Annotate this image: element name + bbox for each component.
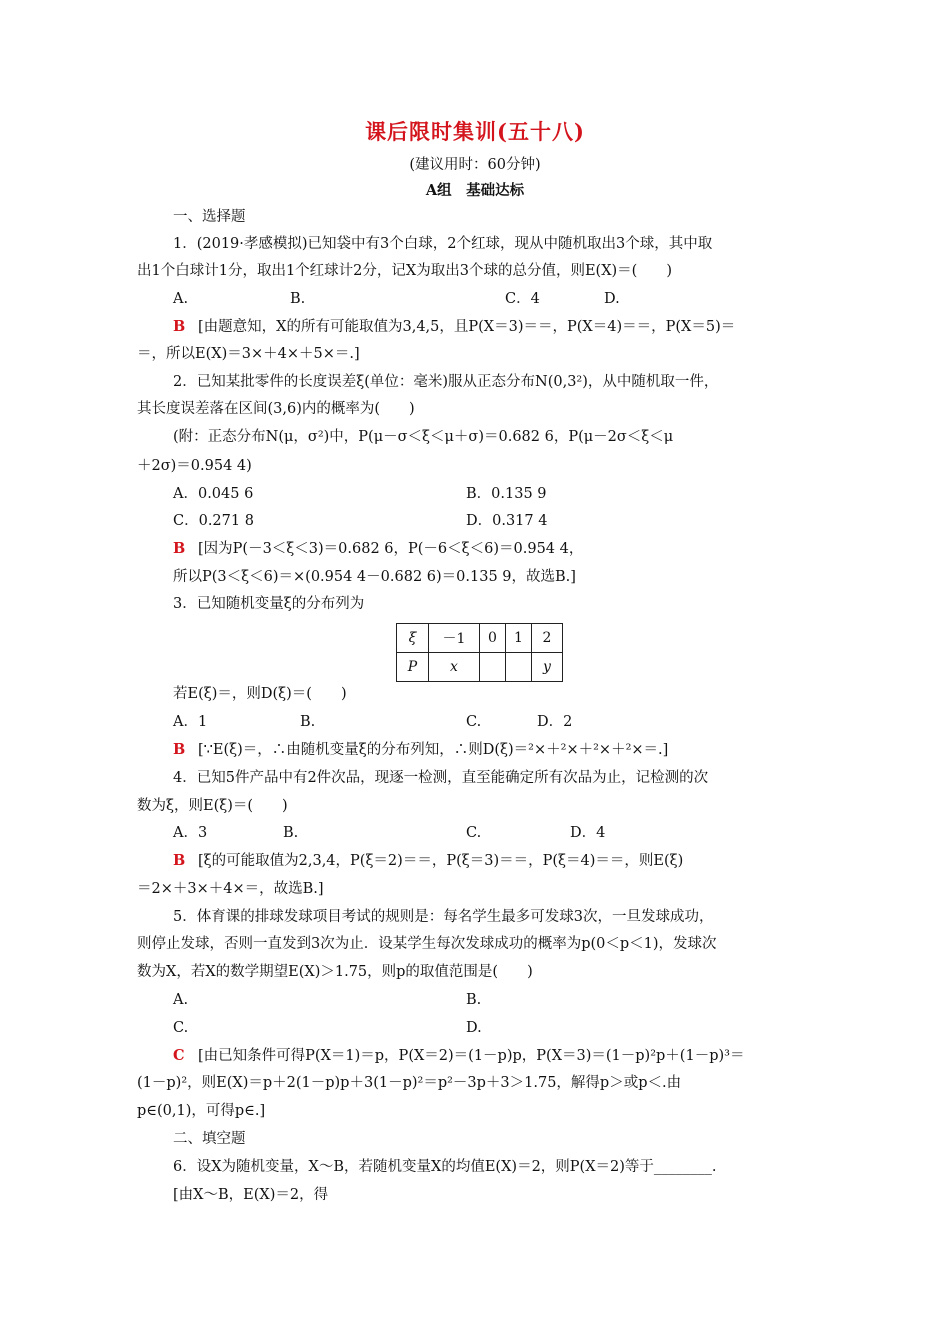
q5-line1: 5．体育课的排球发球项目考试的规则是：每名学生最多可发球3次，一旦发球成功， [173,909,714,925]
q3-answer-letter: B [173,741,186,758]
q5-answer-line3: p∈(0,1)，可得p∈.] [137,1103,266,1119]
q2-answer-line2: 所以P(3＜ξ＜6)＝×(0.954 4－0.682 6)＝0.135 9，故选B.] [173,569,576,585]
table-cell: 2 [532,624,563,653]
table-cell: －1 [429,624,480,653]
q2-option-a: A．0.045 6 [173,486,254,502]
table-row [397,653,563,682]
table-cell: 0 [480,624,506,653]
distribution-table [396,623,563,682]
q2-answer-line1: [因为P(－3＜ξ＜3)＝0.682 6，P(－6＜ξ＜6)＝0.954 4， [198,541,584,557]
q6-line1: 6．设X为随机变量，X～B，若随机变量X的均值E(X)＝2，则P(X＝2)等于________. [173,1159,717,1175]
q1-line2: 出1个白球计1分，取出1个红球计2分，记X为取出3个球的总分值，则E(X)＝( ) [137,263,672,279]
q3-option-a: A．1 [173,714,208,730]
q1-option-c: C．4 [505,291,540,307]
table-row [397,624,563,653]
q4-option-b: B. [283,825,299,841]
table-cell: x [429,653,480,682]
table-cell [506,653,532,682]
q5-answer-line2: (1－p)²，则E(X)＝p＋2(1－p)p＋3(1－p)²＝p²－3p＋3＞1.75，解得p＞或p＜.由 [137,1075,682,1091]
q2-option-b: B．0.135 9 [466,486,547,502]
table-cell [480,653,506,682]
q4-answer-letter: B [173,852,186,869]
q1-option-d: D. [604,291,620,307]
q4-line2: 数为ξ，则E(ξ)＝( ) [137,798,288,814]
q5-line2: 则停止发球，否则一直发到3次为止．设某学生每次发球成功的概率为p(0＜p＜1)，发球次 [137,936,717,952]
section-choice: 一、选择题 [173,209,246,225]
q1-answer-line1: [由题意知，X的所有可能取值为3,4,5，且P(X＝3)＝＝，P(X＝4)＝＝，P(X＝5)＝ [198,319,736,335]
group-heading: A组 基础达标 [425,182,525,199]
table-cell: y [532,653,563,682]
q2-line1: 2．已知某批零件的长度误差ξ(单位：毫米)服从正态分布N(0,3²)，从中随机取一件， [173,374,719,390]
page-title: 课后限时集训(五十八) [365,119,585,144]
table-cell: P [397,653,429,682]
q1-option-a: A. [173,291,189,307]
q5-option-c: C. [173,1020,189,1036]
q5-option-a: A. [173,992,189,1008]
q4-line1: 4．已知5件产品中有2件次品，现逐一检测，直至能确定所有次品为止，记检测的次 [173,770,709,786]
q1-line1: 1．(2019·孝感模拟)已知袋中有3个白球，2个红球，现从中随机取出3个球，其中取 [173,236,713,252]
q2-note2: ＋2σ)＝0.954 4) [137,458,252,474]
q4-option-d: D．4 [570,825,606,841]
q4-answer-line1: [ξ的可能取值为2,3,4，P(ξ＝2)＝＝，P(ξ＝3)＝＝，P(ξ＝4)＝＝，则E(ξ) [198,853,684,869]
q5-line3: 数为X，若X的数学期望E(X)＞1.75，则p的取值范围是( ) [137,964,533,980]
q2-option-c: C．0.271 8 [173,513,254,529]
q1-option-b: B. [290,291,306,307]
q5-answer-letter: C [173,1047,185,1064]
q2-note1: (附：正态分布N(μ，σ²)中，P(μ－σ＜ξ＜μ＋σ)＝0.682 6，P(μ－2σ＜ξ＜μ [173,429,674,445]
q5-option-b: B. [466,992,482,1008]
q4-option-a: A．3 [173,825,208,841]
q2-line2: 其长度误差落在区间(3,6)内的概率为( ) [137,401,415,417]
q2-answer-letter: B [173,540,186,557]
q3-answer-line1: [∵E(ξ)＝，∴由随机变量ξ的分布列知，∴则D(ξ)＝²×＋²×＋²×＋²×＝.] [198,742,669,758]
q4-option-c: C. [466,825,482,841]
q3-option-d: D．2 [537,714,573,730]
q3-line2: 若E(ξ)＝，则D(ξ)＝( ) [173,686,347,702]
table-cell: ξ [397,624,429,653]
section-fill: 二、填空题 [173,1131,246,1147]
q1-answer-letter: B [173,318,186,335]
q3-line1: 3．已知随机变量ξ的分布列为 [173,596,365,612]
q6-answer-line1: [由X～B，E(X)＝2，得 [173,1187,329,1203]
q3-option-c: C. [466,714,482,730]
q5-option-d: D. [466,1020,482,1036]
q3-option-b: B. [300,714,316,730]
q1-answer-line2: ＝，所以E(X)＝3×＋4×＋5×＝.] [137,346,360,362]
q5-answer-line1: [由已知条件可得P(X＝1)＝p，P(X＝2)＝(1－p)p，P(X＝3)＝(1－p)²p＋(1－p)³＝ [198,1048,745,1064]
q2-option-d: D．0.317 4 [466,513,548,529]
q4-answer-line2: ＝2×＋3×＋4×＝，故选B.] [137,881,324,897]
time-hint: (建议用时：60分钟) [409,157,541,173]
table-cell: 1 [506,624,532,653]
